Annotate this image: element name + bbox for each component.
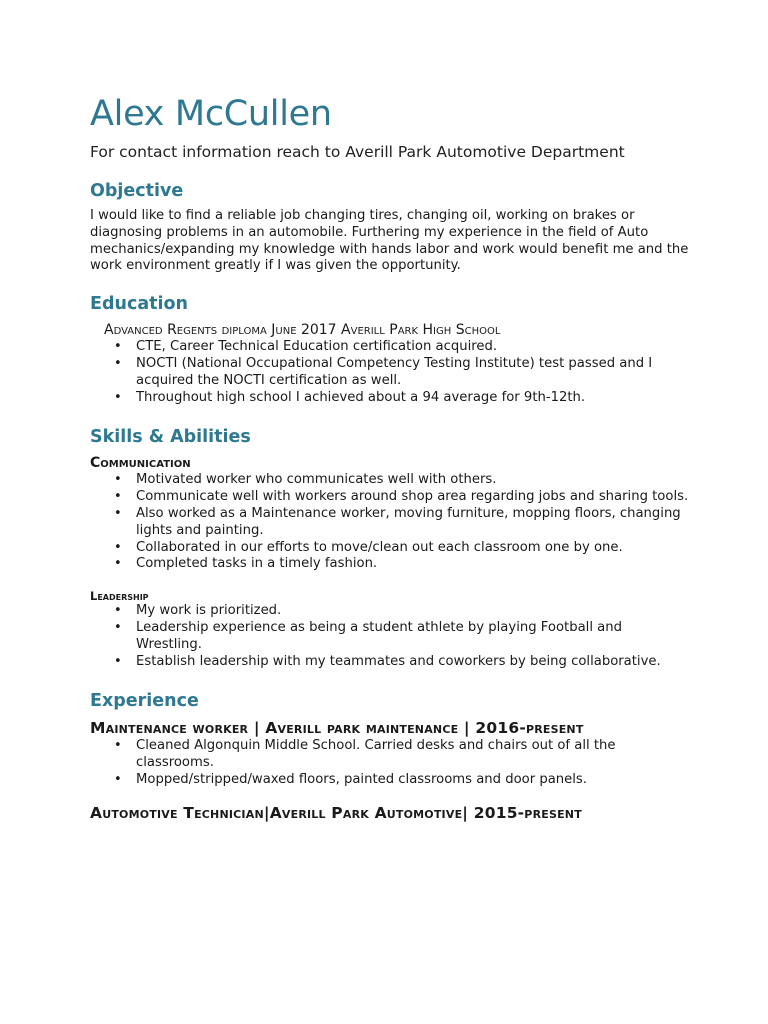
bullet-icon: • bbox=[114, 389, 122, 405]
bullet-icon: • bbox=[114, 489, 122, 505]
list-item-text: Motivated worker who communicates well with others. bbox=[136, 472, 497, 488]
experience-heading: Experience bbox=[90, 691, 199, 712]
bullet-icon: • bbox=[114, 771, 122, 787]
education-heading: Education bbox=[90, 294, 188, 315]
job-title: Maintenance worker | Averill park maintenance | 2016-present bbox=[90, 719, 584, 738]
bullet-icon: • bbox=[114, 653, 122, 669]
list-item-text: Communicate well with workers around shop area regarding jobs and sharing tools. bbox=[136, 489, 689, 505]
candidate-name: Alex McCullen bbox=[90, 94, 332, 134]
education-list bbox=[90, 339, 690, 406]
list-item-text: Cleaned Algonquin Middle School. Carried desks and chairs out of all the classrooms. bbox=[136, 738, 616, 771]
list-item bbox=[90, 339, 690, 356]
objective-text: I would like to find a reliable job changing tires, changing oil, working on brakes or diagnosing problems in an automobile. Furthering my experience in the field of Auto mechanics/expanding my knowledge with hands labor and work would benefit me and the work environment greatly if I was given the opportunity. bbox=[90, 208, 689, 274]
bullet-icon: • bbox=[114, 472, 122, 488]
list-item-text: Leadership experience as being a student athlete by playing Football and Wrestling. bbox=[136, 619, 622, 652]
list-item-text: Also worked as a Maintenance worker, moving furniture, mopping floors, changing lights and painting. bbox=[136, 505, 681, 538]
list-item bbox=[90, 540, 690, 557]
job-duties-list bbox=[90, 738, 690, 788]
bullet-icon: • bbox=[114, 556, 122, 572]
job-title: Automotive Technician|Averill Park Automotive| 2015-present bbox=[90, 803, 582, 822]
list-item-text: Establish leadership with my teammates and coworkers by being collaborative. bbox=[136, 653, 661, 669]
bullet-icon: • bbox=[114, 539, 122, 555]
list-item bbox=[90, 738, 690, 772]
list-item bbox=[90, 506, 690, 540]
communication-list bbox=[90, 472, 690, 573]
list-item-text: Completed tasks in a timely fashion. bbox=[136, 556, 378, 572]
degree-line: Advanced Regents diploma June 2017 Averill Park High School bbox=[104, 322, 501, 339]
bullet-icon: • bbox=[114, 355, 122, 371]
list-item bbox=[90, 390, 690, 407]
bullet-icon: • bbox=[114, 339, 122, 355]
leadership-list bbox=[90, 603, 690, 670]
list-item-text: Collaborated in our efforts to move/clean out each classroom one by one. bbox=[136, 539, 623, 555]
list-item-text: Mopped/stripped/waxed floors, painted classrooms and door panels. bbox=[136, 771, 587, 787]
communication-subheading: Communication bbox=[90, 455, 191, 472]
bullet-icon: • bbox=[114, 603, 122, 619]
bullet-icon: • bbox=[114, 619, 122, 635]
list-item bbox=[90, 489, 690, 506]
leadership-subheading: Leadership bbox=[90, 589, 149, 604]
bullet-icon: • bbox=[114, 738, 122, 754]
list-item bbox=[90, 772, 690, 789]
skills-heading: Skills & Abilities bbox=[90, 427, 251, 448]
contact-line: For contact information reach to Averill Park Automotive Department bbox=[90, 143, 625, 161]
list-item-text: CTE, Career Technical Education certification acquired. bbox=[136, 339, 498, 355]
list-item bbox=[90, 356, 690, 390]
list-item bbox=[90, 556, 690, 573]
bullet-icon: • bbox=[114, 505, 122, 521]
resume-content bbox=[90, 92, 690, 823]
list-item-text: My work is prioritized. bbox=[136, 603, 282, 619]
list-item bbox=[90, 654, 690, 671]
objective-heading: Objective bbox=[90, 181, 184, 201]
list-item bbox=[90, 603, 690, 620]
list-item bbox=[90, 472, 690, 489]
list-item bbox=[90, 620, 690, 654]
list-item-text: NOCTI (National Occupational Competency Testing Institute) test passed and I acquired the NOCTI certification as well. bbox=[136, 355, 653, 388]
list-item-text: Throughout high school I achieved about a 94 average for 9th-12th. bbox=[136, 389, 586, 405]
